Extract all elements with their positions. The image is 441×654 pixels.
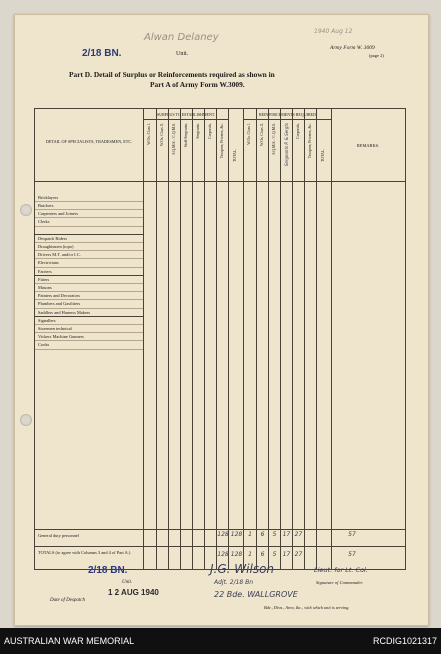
row-rule <box>35 209 143 210</box>
unit-stamp: 2/18 BN. <box>82 48 122 59</box>
row-label: Farriers <box>38 268 52 274</box>
form-sheet <box>14 14 429 626</box>
surplus-col-6: Troopers, Privates, &c. <box>220 123 224 159</box>
reinf-col-5: Troopers, Privates, &c. <box>308 123 312 159</box>
row-rule <box>35 250 143 251</box>
row-label: Saddlers and Harness Makers <box>38 309 91 315</box>
surplus-col-0: W.Os. Class I. <box>147 123 151 145</box>
row-rule <box>35 267 143 268</box>
archive-id: RCDIG1021317 <box>372 636 437 646</box>
row-rule <box>35 349 143 350</box>
row-rule <box>35 308 143 309</box>
row-rule <box>35 258 143 259</box>
row-label: Draughtsmen (topo) <box>38 243 74 249</box>
pencil-note: 1940 Aug 12 <box>314 28 353 35</box>
row-label: Vickers Machine Gunners <box>38 334 84 340</box>
totals-label: TOTALS (to agree with Columns 3 and 4 of Part A.) <box>38 550 131 555</box>
page-reference: (page 2) <box>369 53 384 58</box>
row-label: Electricians <box>38 260 59 266</box>
row-rule <box>35 291 143 292</box>
row-rule <box>35 324 143 325</box>
gd-surplus-total: 128 <box>230 531 243 538</box>
reinf-col-1: W.Os. Class II. <box>260 123 264 146</box>
surplus-total-head: TOTAL. <box>233 149 237 163</box>
reinf-col-0: W.Os. Class I. <box>247 123 251 145</box>
row-rule <box>35 340 143 341</box>
gd-sqms: 5 <box>272 531 277 538</box>
row-label: Despatch Riders <box>38 235 67 241</box>
reinforcements-header: REINFORCEMENTS REQUIRED. <box>258 112 317 117</box>
totals-remarks: 57 <box>348 551 356 558</box>
punch-hole <box>20 204 32 216</box>
surplus-col-4: Sergeants. <box>196 123 200 139</box>
gd-sgts: 17 <box>282 531 291 538</box>
despatch-date-label: Date of Despatch <box>50 598 85 603</box>
reinf-col-4: Corporals. <box>296 123 300 139</box>
row-rule <box>35 201 143 202</box>
totals-surplus-privates: 128 <box>217 551 229 558</box>
totals-w2: 6 <box>260 551 265 558</box>
totals-surplus-total: 128 <box>230 551 243 558</box>
footer-unit-label: Unit. <box>122 580 133 585</box>
signature-label: Signature of Commander. <box>316 580 363 585</box>
form-title-line-1: Part D. Detail of Surplus or Reinforcements required as shown in <box>69 70 275 79</box>
despatch-date-stamp: 1 2 AUG 1940 <box>108 588 159 597</box>
row-rule <box>35 316 143 317</box>
row-rule <box>35 275 143 276</box>
form-title-line-2: Part A of Army Form W.3009. <box>150 80 245 89</box>
row-label: Clerks <box>38 219 50 225</box>
row-rule <box>35 217 143 218</box>
row-label: Plumbers and Gasfitters <box>38 301 81 307</box>
reinf-col-2: S.Q.M.S. / C.Q.M.S. <box>272 123 276 155</box>
footer-unit-stamp: 2/18 BN. <box>88 565 128 576</box>
totals-w1: 1 <box>248 551 252 558</box>
gd-w2: 6 <box>260 531 265 538</box>
archive-name: AUSTRALIAN WAR MEMORIAL <box>4 636 135 646</box>
gd-w1: 1 <box>248 531 252 538</box>
row-rule <box>35 242 143 243</box>
row-label: Masons <box>38 284 52 290</box>
surplus-col-3: Staff-Sergeants. <box>184 123 188 148</box>
row-rule <box>35 283 143 284</box>
remarks-header: REMARKS. <box>356 143 380 148</box>
brigade-handwritten: 22 Bde. WALLGROVE <box>214 590 298 599</box>
pencil-name: Alwan Delaney <box>144 32 219 43</box>
punch-hole <box>20 414 32 426</box>
totals-cpls: 27 <box>294 551 303 558</box>
row-rule <box>35 332 143 333</box>
reinf-total-head: TOTAL. <box>321 149 325 163</box>
row-label: Storemen technical <box>38 325 72 331</box>
signature-rank: Lieut. for Lt. Col. <box>314 566 368 574</box>
header-rule <box>35 181 405 182</box>
row-label: Bricklayers <box>38 194 59 200</box>
row-rule <box>35 226 143 227</box>
detail-table <box>34 108 406 570</box>
surplus-col-2: S.Q.M.S. / C.Q.M.S. <box>172 123 176 155</box>
gd-remarks: 57 <box>348 531 356 538</box>
row-label: Signallers <box>38 317 56 323</box>
row-label: Butchers <box>38 202 54 208</box>
row-label: Carpenters and Joiners <box>38 211 78 217</box>
gd-cpls: 27 <box>294 531 303 538</box>
row-rule <box>35 299 143 300</box>
detail-header: DETAIL OF SPECIALISTS, TRADESMEN, ETC. <box>45 139 133 144</box>
general-duty-label: General duty personnel <box>38 533 79 538</box>
row-label: Fitters <box>38 276 50 282</box>
archive-bar <box>0 628 441 654</box>
surplus-col-5: Corporals. <box>208 123 212 139</box>
surplus-header: SURPLUS TO ESTABLISHMENT. <box>156 112 216 117</box>
brigade-label: Bde., Divn., Area, &c., with which unit is serving. <box>264 605 350 610</box>
form-reference: Army Form W. 3009 <box>330 45 375 51</box>
reinf-col-3: Sergeants P. & Sergts <box>284 123 289 167</box>
gd-surplus-privates: 128 <box>217 531 229 538</box>
row-label: Cooks <box>38 342 50 348</box>
row-label: Painters and Decorators <box>38 293 80 299</box>
totals-sgts: 17 <box>282 551 291 558</box>
signature-adjutant: Adjt. 2/18 Bn <box>214 579 254 586</box>
commander-signature: J.G. Wilson <box>210 562 275 576</box>
unit-label: Unit. <box>176 51 189 57</box>
row-rule <box>35 234 143 235</box>
totals-sqms: 5 <box>272 551 277 558</box>
surplus-col-1: W.Os. Class II. <box>160 123 164 146</box>
row-label: Drivers M.T. and/or I.C. <box>38 252 81 258</box>
